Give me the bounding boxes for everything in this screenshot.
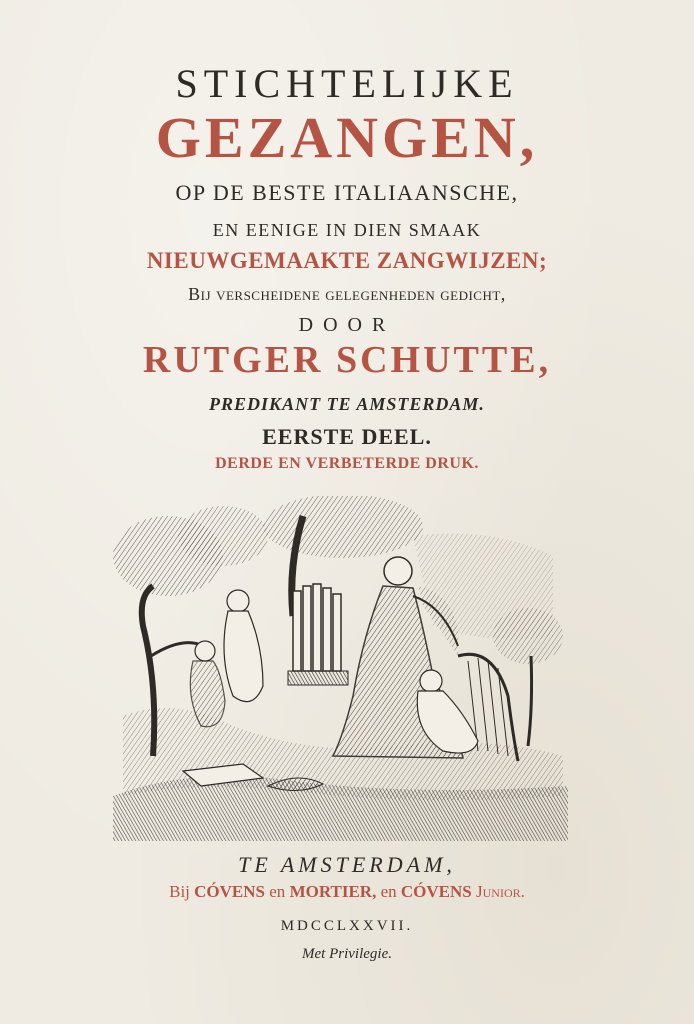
imprint-year: MDCCLXXVII. [280,918,414,934]
author-name: RUTGER SCHUTTE, [142,339,552,381]
subtitle-line-4: Bij verscheidene gelegenheden gedicht, [188,284,506,304]
publisher-prefix: Bij [169,882,190,901]
publisher-3-suffix: Junior. [476,882,525,901]
subtitle-line-2: EN EENIGE IN DIEN SMAAK [212,220,482,240]
privilege-note: Met Privilegie. [302,946,392,962]
subtitle-line-1: OP DE BESTE ITALIAANSCHE, [175,180,519,205]
publisher-join-2: en [380,882,397,901]
title-line-2: GEZANGEN, [155,105,539,170]
publisher-join-1: en [269,882,286,901]
engraving-vignette [113,496,568,841]
subtitle-line-3: NIEUWGEMAAKTE ZANGWIJZEN; [146,248,548,273]
publisher-2: MORTIER, [289,882,377,901]
by-line: DOOR [298,314,396,336]
imprint-publishers [0,882,694,902]
imprint-place: TE AMSTERDAM, [238,852,456,877]
publisher-1: CÓVENS [194,882,266,901]
title-line-1: STICHTELIJKE [175,61,519,106]
publisher-3: CÓVENS [400,882,472,901]
volume-label: EERSTE DEEL. [262,424,432,449]
author-title: PREDIKANT TE AMSTERDAM. [209,394,485,414]
edition-label: DERDE EN VERBETERDE DRUK. [215,455,479,472]
